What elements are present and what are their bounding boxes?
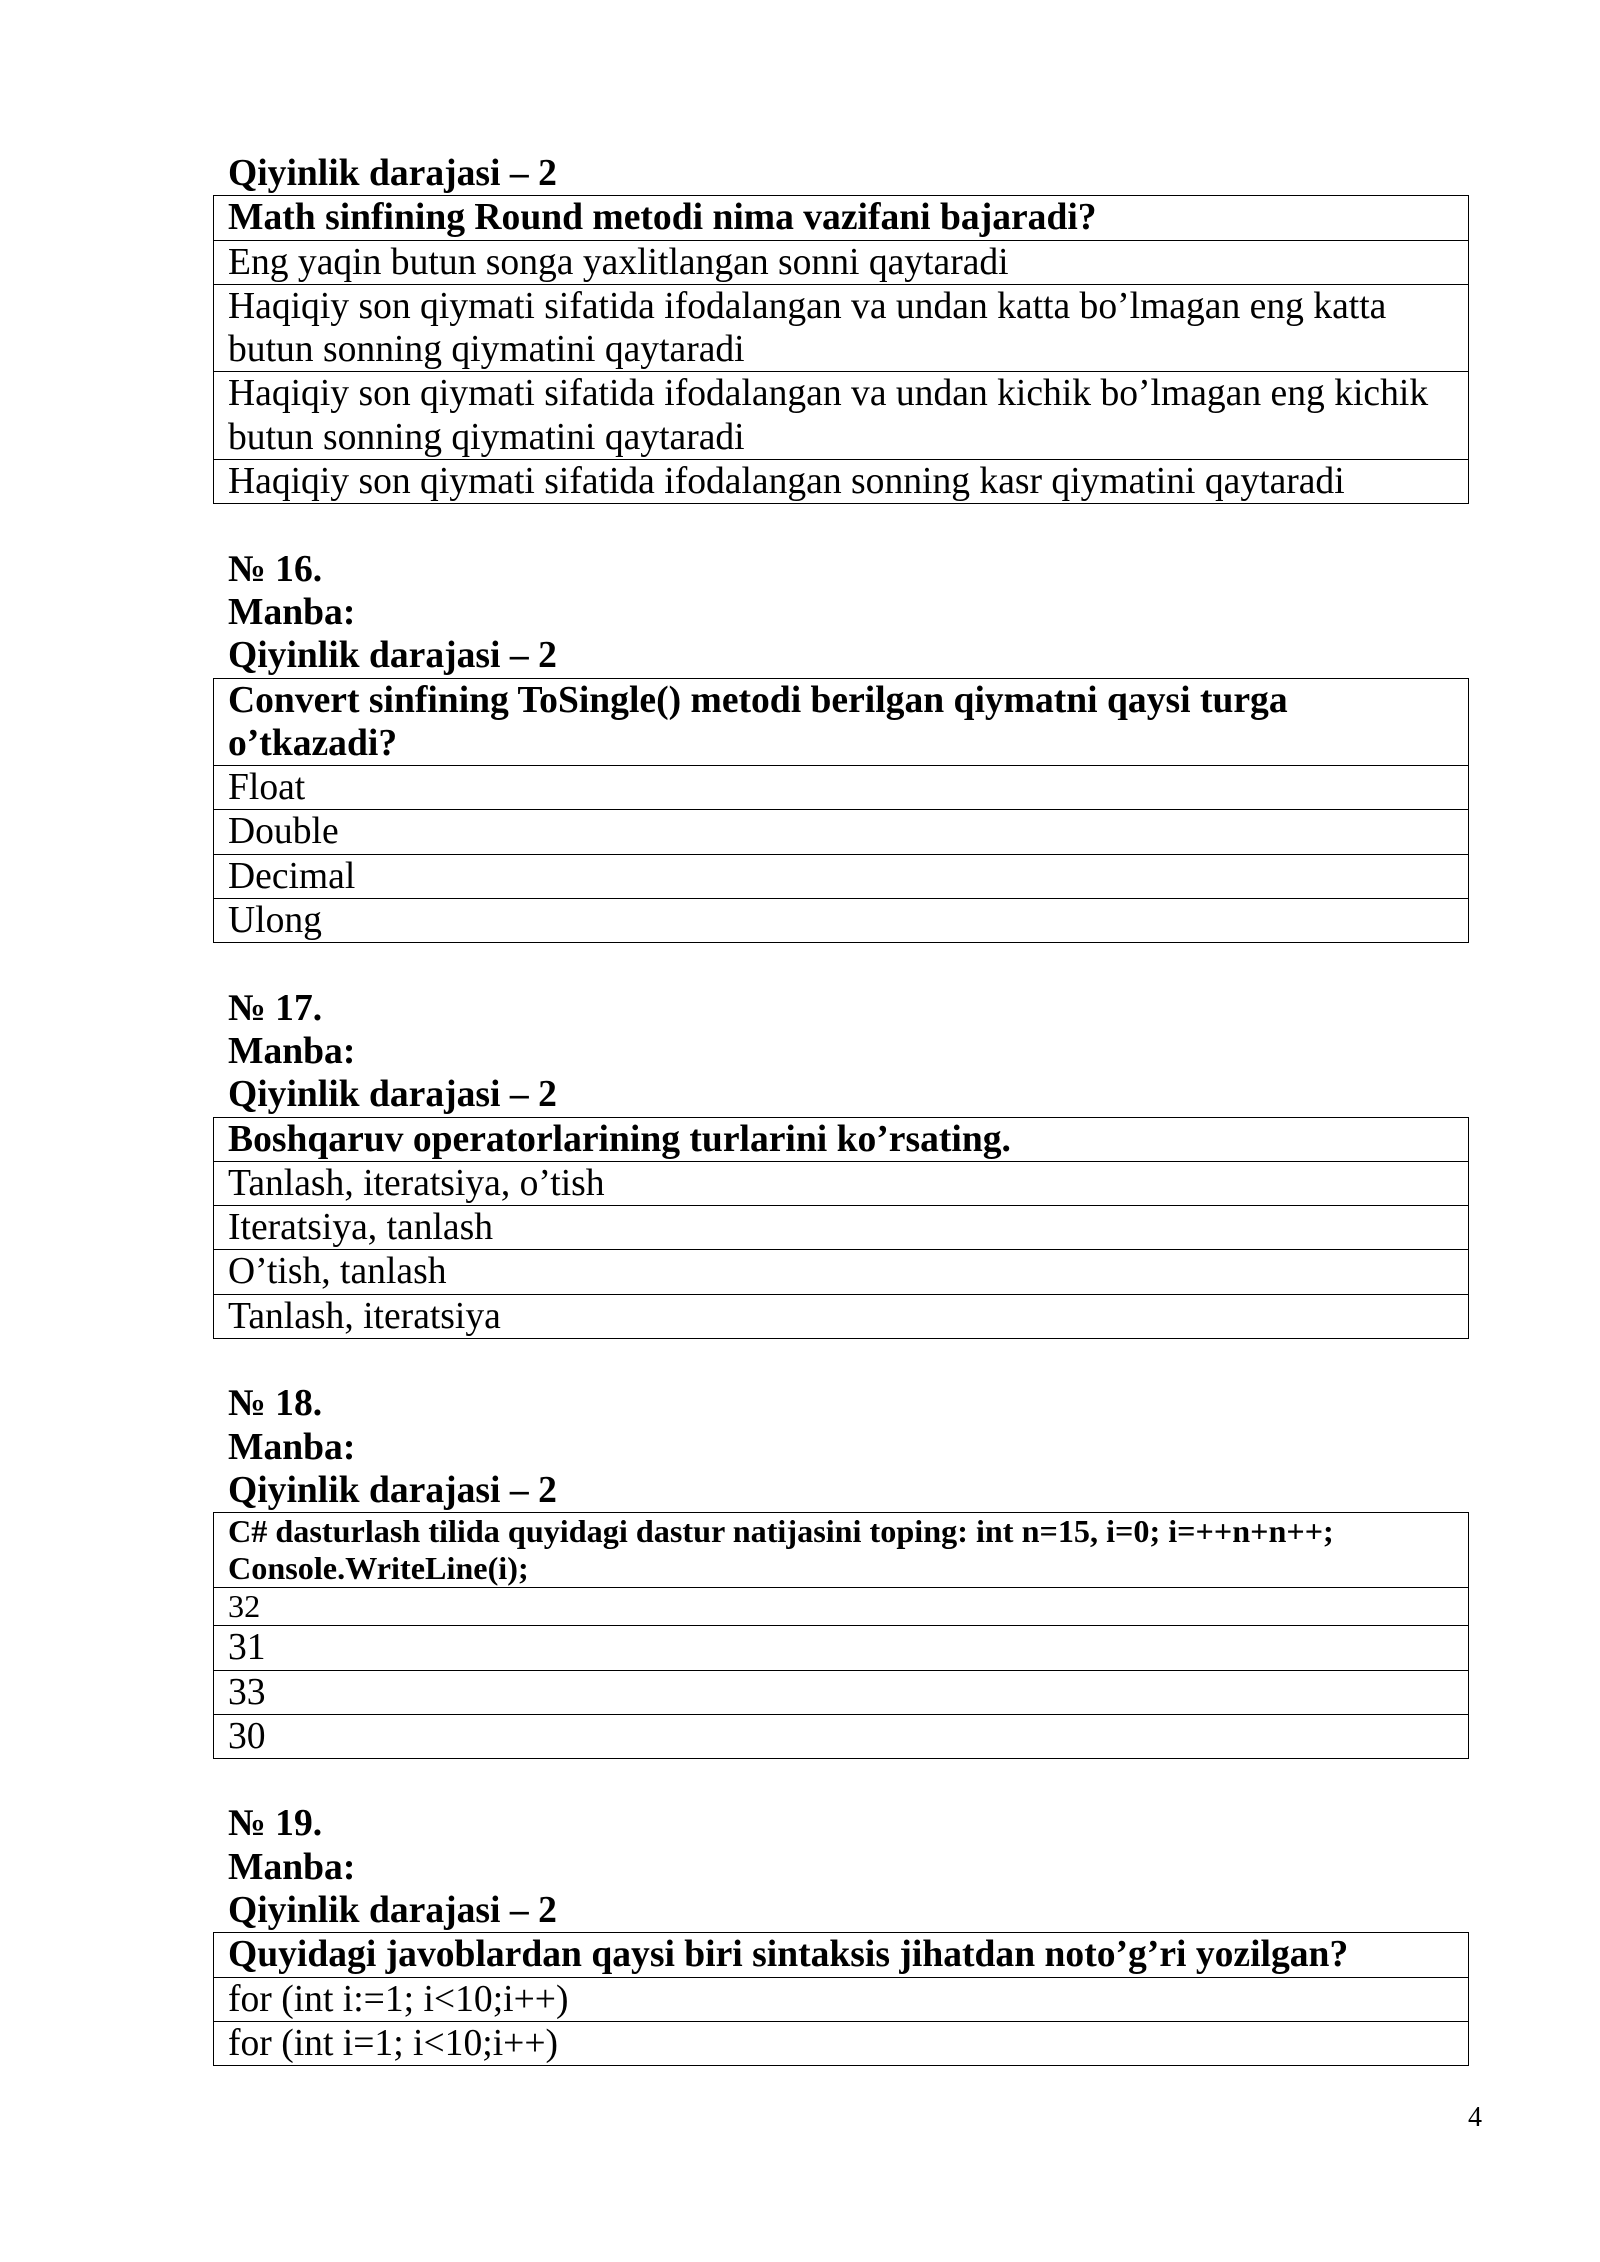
question-table	[213, 1512, 1469, 1759]
difficulty-label: Qiyinlik darajasi – 2	[228, 1074, 557, 1116]
answer-row	[214, 1626, 1469, 1670]
difficulty-label: Qiyinlik darajasi – 2	[228, 1469, 557, 1511]
answer-row	[214, 1714, 1469, 1758]
question-row	[214, 196, 1469, 240]
question-number: № 18.	[228, 1383, 323, 1425]
question-block-continued	[228, 152, 1469, 504]
question-table	[213, 678, 1469, 944]
question-number: № 17.	[228, 987, 323, 1029]
source-label: Manba:	[228, 591, 356, 633]
question-table	[213, 195, 1469, 504]
question-block-18	[228, 1382, 1469, 1759]
answer-row	[214, 460, 1469, 504]
question-row	[214, 1117, 1469, 1161]
answer-option: for (int i=1; i<10;i++)	[214, 2021, 1469, 2065]
question-table	[213, 1932, 1469, 2066]
question-row	[214, 1933, 1469, 1977]
answer-row	[214, 1206, 1469, 1250]
answer-row	[214, 1250, 1469, 1294]
answer-option: Eng yaqin butun songa yaxlitlangan sonni qaytaradi	[214, 240, 1469, 284]
answer-option: 31	[214, 1626, 1469, 1670]
question-row	[214, 678, 1469, 766]
answer-row	[214, 1161, 1469, 1205]
answer-row	[214, 1588, 1469, 1626]
answer-option: 32	[214, 1588, 1469, 1626]
question-text: Math sinfining Round metodi nima vazifani bajaradi?	[214, 196, 1469, 240]
answer-row	[214, 1670, 1469, 1714]
answer-option: Haqiqiy son qiymati sifatida ifodalangan va undan kichik bo’lmagan eng kichik butun sonning qiymatini qaytaradi	[214, 372, 1469, 460]
question-text: Boshqaruv operatorlarining turlarini ko’rsating.	[214, 1117, 1469, 1161]
question-number: № 16.	[228, 548, 323, 590]
answer-option: Tanlash, iteratsiya, o’tish	[214, 1161, 1469, 1205]
question-row	[214, 1513, 1469, 1588]
answer-option: 33	[214, 1670, 1469, 1714]
answer-row	[214, 1977, 1469, 2021]
difficulty-label: Qiyinlik darajasi – 2	[228, 635, 557, 677]
answer-option: Float	[214, 766, 1469, 810]
difficulty-label: Qiyinlik darajasi – 2	[228, 153, 557, 194]
question-text: C# dasturlash tilida quyidagi dastur natijasini toping: int n=15, i=0; i=++n+n++; Console.WriteLine(i);	[214, 1513, 1469, 1588]
page-number: 4	[1468, 2102, 1482, 2133]
answer-row	[214, 284, 1469, 372]
spacer	[228, 504, 1469, 547]
question-block-19	[228, 1802, 1469, 2066]
answer-row	[214, 240, 1469, 284]
spacer	[228, 1339, 1469, 1382]
page-content	[228, 152, 1469, 2066]
question-number: № 19.	[228, 1803, 323, 1845]
answer-option: Iteratsiya, tanlash	[214, 1206, 1469, 1250]
answer-option: O’tish, tanlash	[214, 1250, 1469, 1294]
answer-row	[214, 1294, 1469, 1338]
question-table	[213, 1117, 1469, 1339]
answer-row	[214, 766, 1469, 810]
answer-option: for (int i:=1; i<10;i++)	[214, 1977, 1469, 2021]
answer-row	[214, 2021, 1469, 2065]
source-label: Manba:	[228, 1846, 356, 1888]
answer-option: 30	[214, 1714, 1469, 1758]
answer-option: Decimal	[214, 854, 1469, 898]
source-label: Manba:	[228, 1426, 356, 1468]
question-block-16	[228, 548, 1469, 944]
difficulty-label: Qiyinlik darajasi – 2	[228, 1889, 557, 1931]
answer-option: Haqiqiy son qiymati sifatida ifodalangan va undan katta bo’lmagan eng katta butun sonning qiymatini qaytaradi	[214, 284, 1469, 372]
question-text: Quyidagi javoblardan qaysi biri sintaksis jihatdan noto’g’ri yozilgan?	[214, 1933, 1469, 1977]
answer-option: Haqiqiy son qiymati sifatida ifodalangan sonning kasr qiymatini qaytaradi	[214, 460, 1469, 504]
question-text: Convert sinfining ToSingle() metodi berilgan qiymatni qaysi turga o’tkazadi?	[214, 678, 1469, 766]
answer-row	[214, 854, 1469, 898]
question-block-17	[228, 987, 1469, 1339]
source-label: Manba:	[228, 1030, 356, 1072]
answer-option: Double	[214, 810, 1469, 854]
answer-option: Tanlash, iteratsiya	[214, 1294, 1469, 1338]
answer-option: Ulong	[214, 899, 1469, 943]
spacer	[228, 1759, 1469, 1802]
spacer	[228, 943, 1469, 986]
answer-row	[214, 899, 1469, 943]
answer-row	[214, 372, 1469, 460]
answer-row	[214, 810, 1469, 854]
